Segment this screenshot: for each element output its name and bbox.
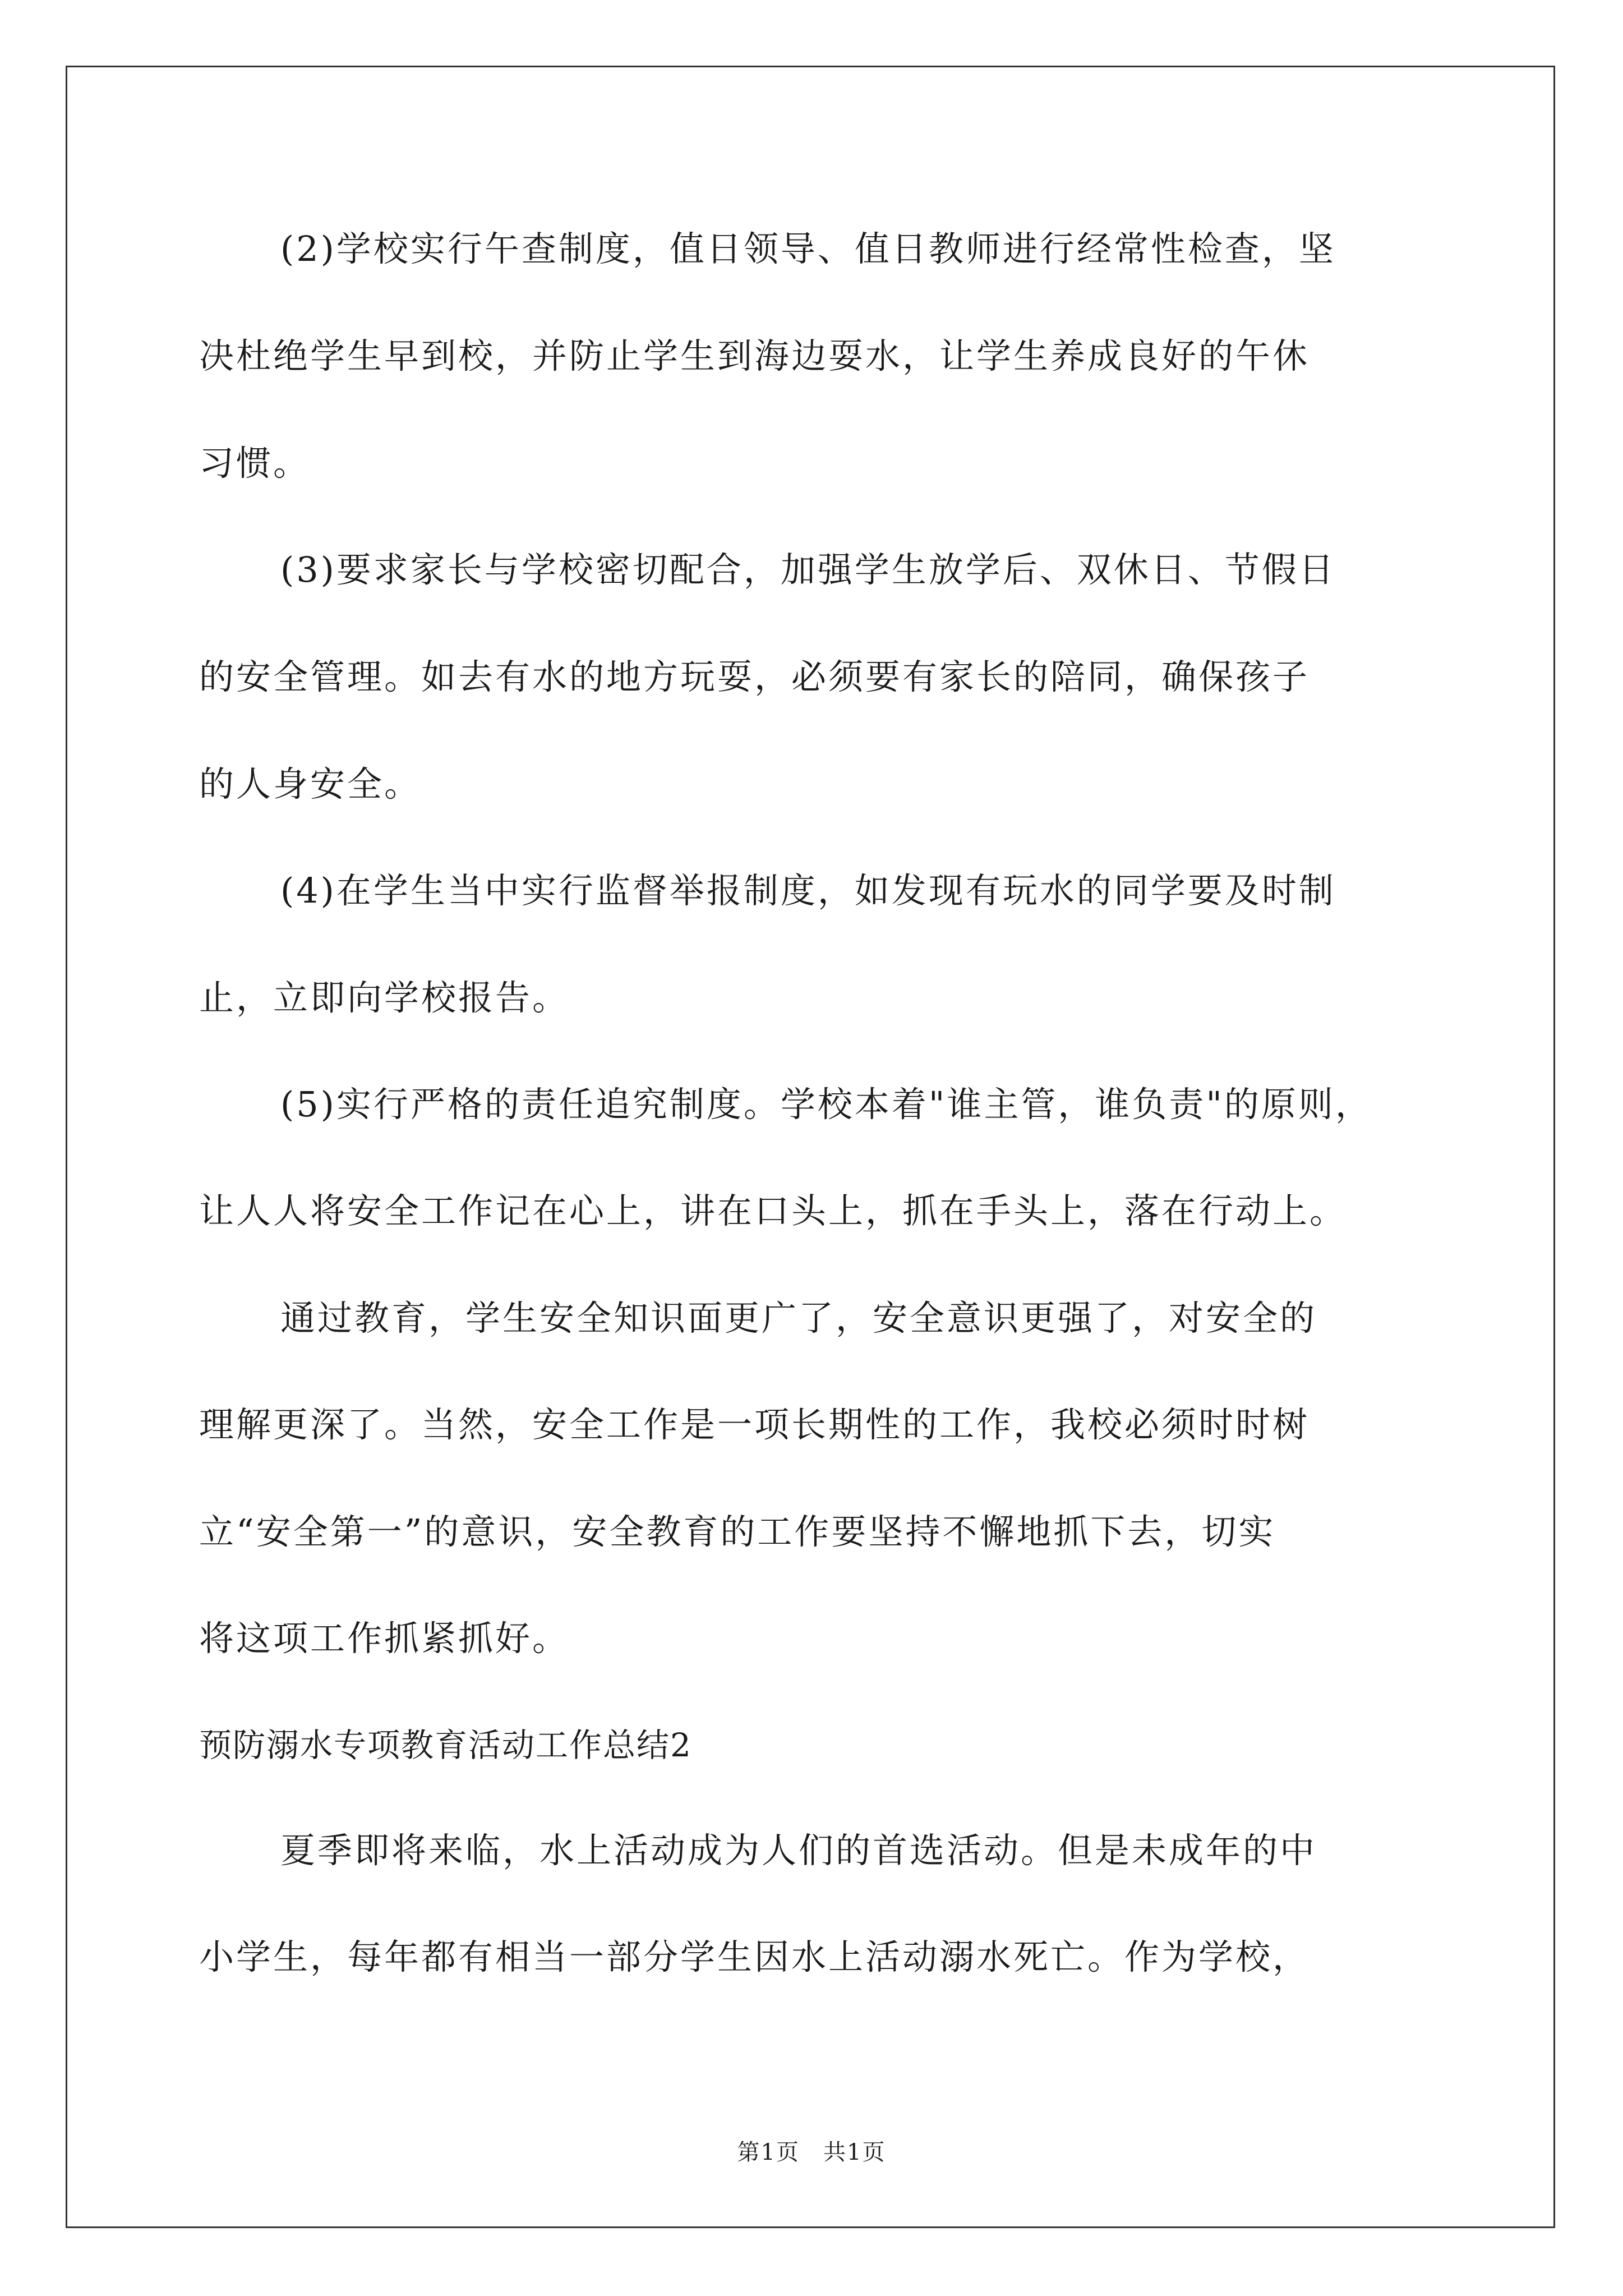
body-line: (4)在学生当中实行监督举报制度，如发现有玩水的同学要及时制 bbox=[280, 870, 1336, 911]
page-number: 第1页 共1页 bbox=[737, 2139, 886, 2165]
body-line: (5)实行严格的责任追究制度。学校本着"谁主管，谁负责"的原则， bbox=[280, 1084, 1372, 1125]
body-line: 习惯。 bbox=[199, 443, 311, 484]
body-line: 的人身安全。 bbox=[199, 763, 422, 804]
body-line: 决杜绝学生早到校，并防止学生到海边耍水，让学生养成良好的午休 bbox=[199, 335, 1310, 376]
body-line: 让人人将安全工作记在心上，讲在口头上，抓在手头上，落在行动上。 bbox=[199, 1190, 1347, 1231]
body-line: 将这项工作抓紧抓好。 bbox=[199, 1618, 570, 1659]
page-border bbox=[66, 66, 1555, 2228]
body-line: 通过教育，学生安全知识面更广了，安全意识更强了，对安全的 bbox=[280, 1297, 1317, 1338]
body-line: 止，立即向学校报告。 bbox=[199, 977, 570, 1018]
body-line: 理解更深了。当然，安全工作是一项长期性的工作，我校必须时时树 bbox=[199, 1404, 1310, 1445]
body-line: (2)学校实行午查制度，值日领导、值日教师进行经常性检查，坚 bbox=[280, 228, 1336, 269]
section-heading: 预防溺水专项教育活动工作总结2 bbox=[199, 1726, 692, 1764]
body-line: 的安全管理。如去有水的地方玩耍，必须要有家长的陪同，确保孩子 bbox=[199, 656, 1310, 697]
body-line: 立“安全第一”的意识，安全教育的工作要坚持不懈地抓下去，切实 bbox=[199, 1511, 1276, 1552]
body-line: 夏季即将来临，水上活动成为人们的首选活动。但是未成年的中 bbox=[280, 1830, 1317, 1871]
body-line: 小学生，每年都有相当一部分学生因水上活动溺水死亡。作为学校， bbox=[199, 1936, 1310, 1977]
body-line: (3)要求家长与学校密切配合，加强学生放学后、双休日、节假日 bbox=[280, 549, 1336, 590]
